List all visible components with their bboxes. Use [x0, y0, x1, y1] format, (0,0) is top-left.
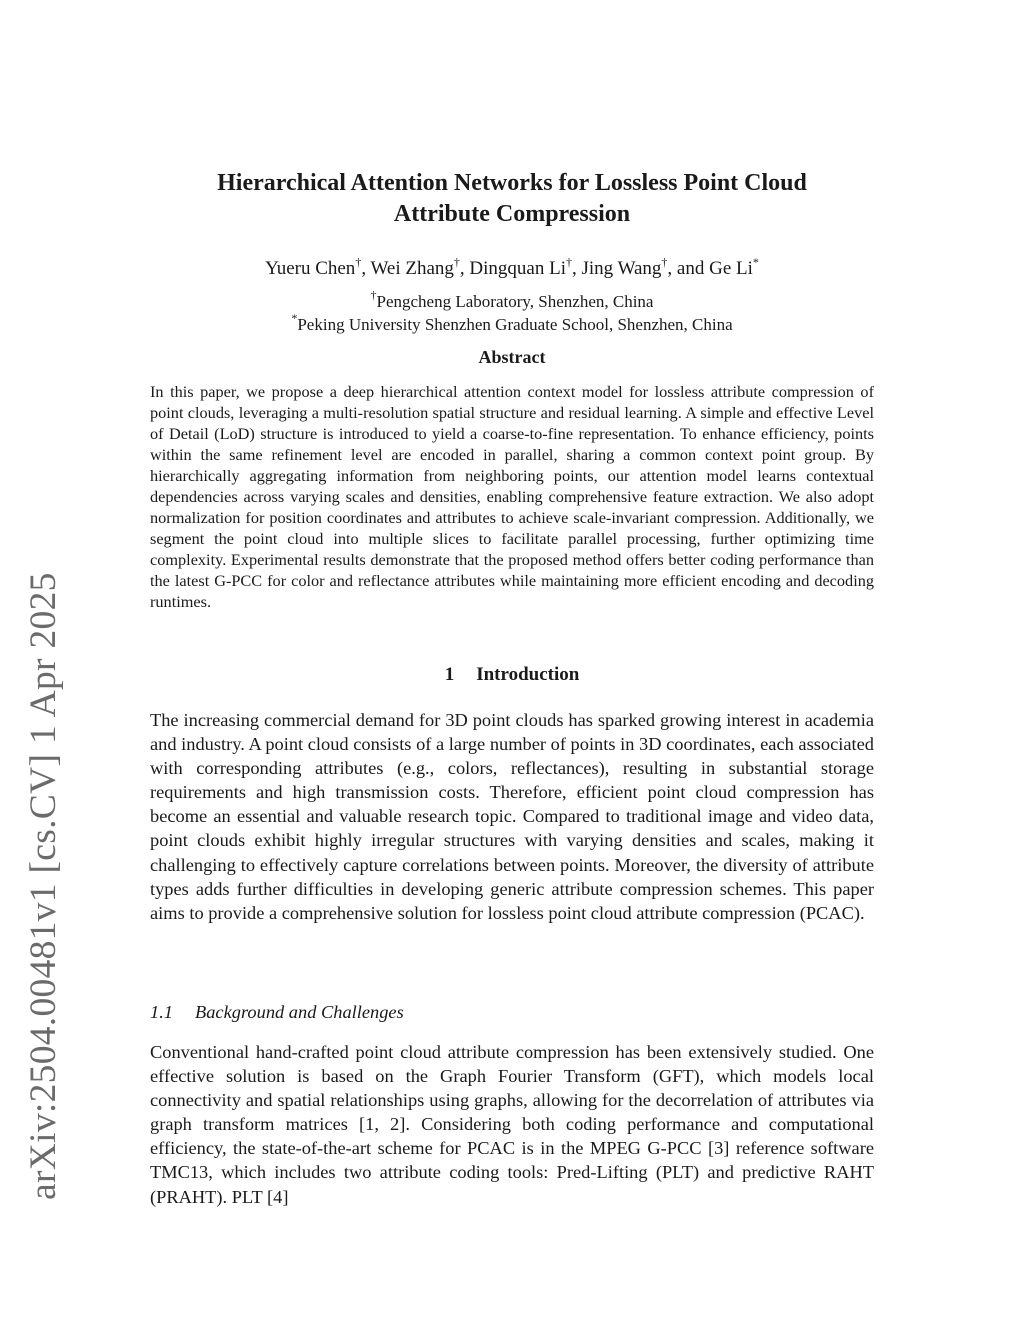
section-number: 1	[444, 664, 455, 685]
title-line-1: Hierarchical Attention Networks for Lossless Point Cloud	[217, 170, 807, 196]
author-separator: , and	[667, 258, 710, 279]
affiliation	[150, 311, 874, 336]
abstract-text: In this paper, we propose a deep hierarchical attention context model for lossless attribute compression of point clouds, leveraging a multi-resolution spatial structure and residual learning. A simple and effective Level of Detail (LoD) structure is introduced to yield a coarse-to-fine representation. To enhance efficiency, points within the same refinement level are encoded in parallel, sharing a common context point group. By hierarchically aggregating information from neighboring points, our attention model learns contextual dependencies across varying scales and densities, enabling comprehensive feature extraction. We also adopt normalization for position coordinates and attributes to achieve scale-invariant compression. Additionally, we segment the point cloud into multiple slices to facilitate parallel processing, further optimizing time complexity. Experimental results demonstrate that the proposed method offers better coding performance than the latest G-PCC for color and reflectance attributes while maintaining more efficient encoding and decoding runtimes.	[150, 382, 874, 611]
affiliation-text: Pengcheng Laboratory, Shenzhen, China	[376, 292, 654, 311]
affiliation	[150, 288, 874, 313]
author-name: Jing Wang	[581, 258, 662, 279]
paper-title	[150, 168, 874, 230]
section-title: Introduction	[476, 664, 580, 685]
title-line-2: Attribute Compression	[393, 201, 631, 227]
intro-paragraph: The increasing commercial demand for 3D point clouds has sparked growing interest in academia and industry. A point cloud consists of a large number of points in 3D coordinates, each associated with corresponding attributes (e.g., colors, reflectances), resulting in substantial storage requirements and high transmission costs. Therefore, efficient point cloud compression has become an essential and valuable research topic. Compared to traditional image and video data, point clouds exhibit highly irregular structures with varying densities and scales, making it challenging to effectively capture correlations between points. Moreover, the diversity of attribute types adds further difficulties in developing generic attribute compression schemes. This paper aims to provide a comprehensive solution for lossless point cloud attribute compression (PCAC).	[150, 710, 874, 923]
author-name: Dingquan Li	[469, 258, 566, 279]
author-mark: *	[752, 254, 759, 269]
author-mark: †	[355, 254, 362, 269]
author-separator: ,	[361, 258, 371, 279]
author-mark: †	[565, 254, 572, 269]
author-name: Wei Zhang	[370, 258, 454, 279]
author-name: Yueru Chen	[265, 258, 356, 279]
arxiv-side-stamp: arXiv:2504.00481v1 [cs.CV] 1 Apr 2025	[23, 572, 64, 1200]
background-paragraph: Conventional hand-crafted point cloud attribute compression has been extensively studied. One effective solution is based on the Graph Fourier Transform (GFT), which models local connectivity and spatial relationships using graphs, allowing for the decorrelation of attributes via graph transform matrices [1, 2]. Considering both coding performance and computational efficiency, the state-of-the-art scheme for PCAC is in the MPEG G-PCC [3] reference software TMC13, which includes two attribute coding tools: Pred-Lifting (PLT) and predictive RAHT (PRAHT). PLT [4]	[150, 1042, 874, 1207]
subsection-heading	[150, 1002, 404, 1023]
author-separator: ,	[459, 258, 470, 279]
affiliation-text: Peking University Shenzhen Graduate School, Shenzhen, China	[297, 315, 733, 334]
author-mark: †	[453, 254, 460, 269]
abstract-heading: Abstract	[478, 347, 546, 367]
author-name: Ge Li	[709, 258, 753, 279]
affiliation-mark: *	[291, 311, 298, 326]
section-heading	[150, 664, 874, 686]
subsection-number: 1.1	[150, 1002, 173, 1022]
affiliation-mark: †	[370, 288, 377, 303]
author-separator: ,	[571, 258, 582, 279]
author-mark: †	[661, 254, 668, 269]
subsection-title: Background and Challenges	[195, 1002, 404, 1022]
author-list	[150, 256, 874, 282]
